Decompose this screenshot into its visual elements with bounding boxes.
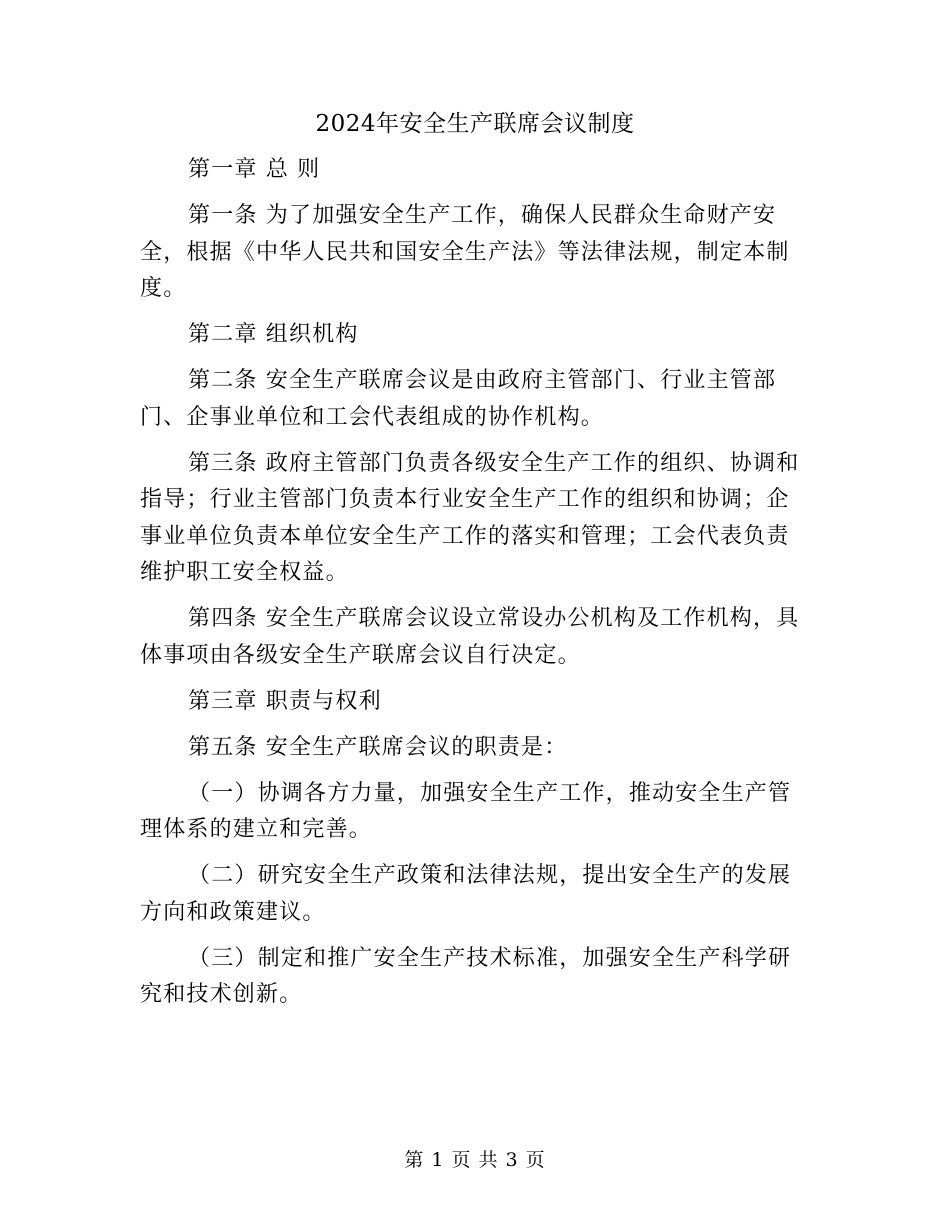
article-paragraph: 第五条 安全生产联席会议的职责是： xyxy=(188,734,568,760)
article-paragraph: 第二条 安全生产联席会议是由政府主管部门、行业主管部门、企事业单位和工会代表组成的协作机构。 xyxy=(140,368,777,430)
document-body xyxy=(140,152,808,1023)
chapter-heading: 第三章 职责与权利 xyxy=(188,688,382,714)
article-paragraph: 第四条 安全生产联席会议设立常设办公机构及工作机构，具体事项由各级安全生产联席会议自行决定。 xyxy=(140,606,800,668)
page-number: 第 1 页 共 3 页 xyxy=(404,1149,546,1171)
chapter-heading: 第一章 总 则 xyxy=(188,157,321,182)
chapter-heading: 第二章 组织机构 xyxy=(188,322,359,347)
document-title: 2024年安全生产联席会议制度 xyxy=(315,111,635,137)
list-item: （三）制定和推广安全生产技术标准，加强安全生产科学研究和技术创新。 xyxy=(140,945,792,1007)
article-paragraph: 第一条 为了加强安全生产工作，确保人民群众生命财产安全，根据《中华人民共和国安全生产法》等法律法规，制定本制度。 xyxy=(140,203,790,301)
article-paragraph: 第三条 政府主管部门负责各级安全生产工作的组织、协调和指导；行业主管部门负责本行业安全生产工作的组织和协调；企事业单位负责本单位安全生产工作的落实和管理；工会代表负责维护职工安全权益。 xyxy=(140,450,800,585)
list-item: （一）协调各方力量，加强安全生产工作，推动安全生产管理体系的建立和完善。 xyxy=(140,780,792,842)
list-item: （二）研究安全生产政策和法律法规，提出安全生产的发展方向和政策建议。 xyxy=(140,863,792,925)
